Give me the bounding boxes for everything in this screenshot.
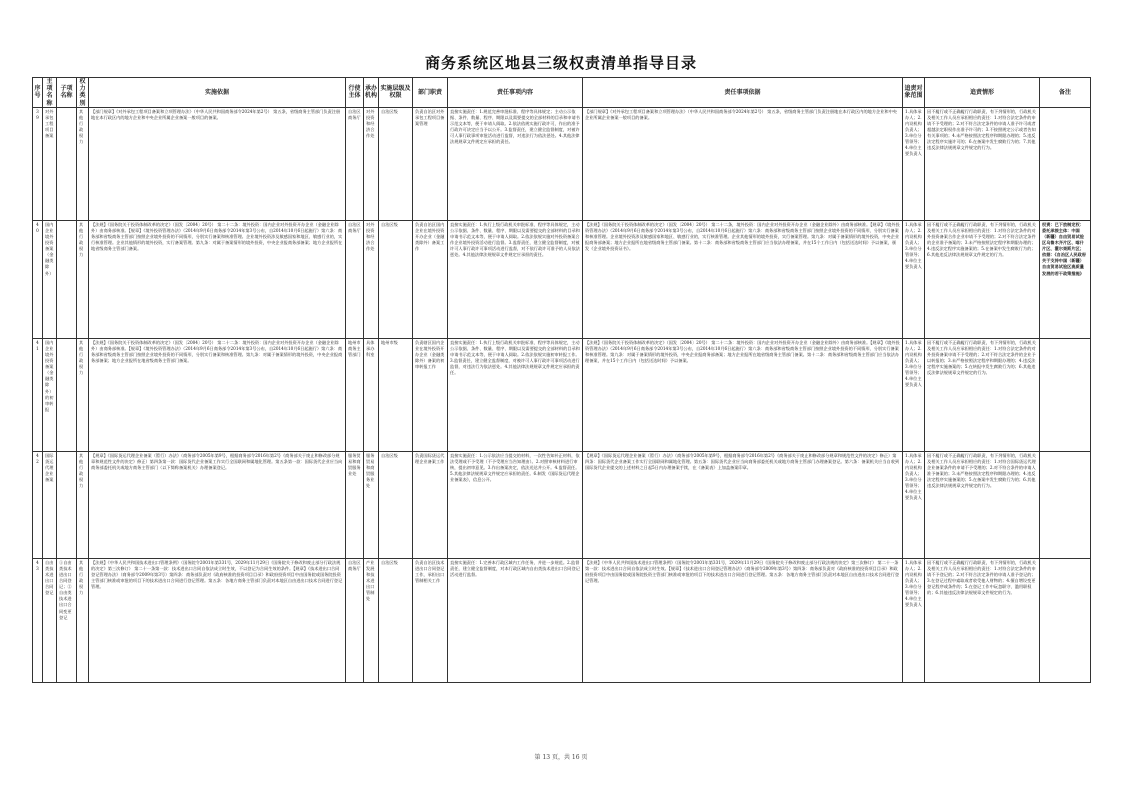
cell-target: 1.具体承办人；2.内设机构负责人；3.单位分管领导；4.单位主要负责人 (903, 338, 925, 451)
cell-basis: 【法规】《中华人民共和国技术进出口管理条例》（国务院令2001年第331号，2029年11月29日《国务院关于修改和废止部分行政法规的决定》第三次修订） 第二十一条第一款：技术进出口合同自依法成立时生效，不以登记为合同生效的条件。【规章】《技术进出口合同登记管理办法》（商务部令2009年第3号）第四条：商务部负责对《政府核准的投资项目目录》和政府投资项目中由国务院或国务院投资主管部门核准或审批的项目下的技术进出口合同进行登记管理。第五条：各地方商务主管部门负责对本地区自由进出口技术合同进行登记管理。 (89, 558, 346, 682)
cell-basis: 【法规】《国务院关于投资体制改革的决定》（国发〔2004〕20号） 第二十二条：境外投资：国内企业对外投资开办企业（金融企业除外）由商务部核准。【规章】《境外投资管理办法》（2014年9月6日商务部令2014年第3号公布，自2014年10月6日起施行）第六条：商务部和省级商务主管部门按照企业境外投资的不同情形，分别实行备案和核准管理。企业境外投资涉及敏感国家和地区、敏感行业的，实行核准管理。企业其他情形的境外投资，实行备案管理。第九条：对属于备案情形的境外投资，中央企业报商务部备案；地方企业报所在地省级商务主管部门备案。 (89, 220, 346, 338)
header-basis: 实施依据 (89, 78, 346, 108)
cell-basis: 【规章】《国际货运代理企业备案（暂行）办法》（商务部令2005年第9号，根据商务部令2016年第2号《商务部关于废止和修改部分规章和规范性文件的决定》修正）第四条第一款：国际货代企业备案工作实行全国联网和属地化管理。第五条第一款：国际货代企业应当向商务部委托机关或地方商务主管部门（以下简称备案机关）办理备案登记。 (89, 451, 346, 558)
document-title: 商务系统区地县三级权责清单指导目录 (424, 54, 697, 72)
cell-duty: 负责自治区国内企业在境外投资开办企业（金融类除外）备案工作 (413, 220, 448, 338)
cell-target: 1.具体承办人；2.内设机构负责人；3.单位分管领导；4.单位主要负责人 (903, 220, 925, 338)
cell-main-item: 自由类技术进出口合同登记 (43, 558, 57, 682)
cell-category: 其他行政权力 (77, 220, 89, 338)
cell-main-item: 国内企业境外投资备案（金融类除外）的初审转报 (43, 338, 57, 451)
cell-level: 自治区级 (379, 451, 413, 558)
cell-no: 41 (33, 338, 43, 451)
cell-subject: 自治区商务厅 (346, 558, 364, 682)
cell-sub-item: ①自由类技术进出口合同登记；②自由类技术进出口合同变更登记 (57, 558, 77, 682)
cell-cases: 因不履行或不正确履行行政职责，有下列情形的，行政机关及相关工作人员应承担相应的责任：1.对符合国际货运代理企业备案条件的申请不予受理的；2.对不符合条件的申请人准予备案的；3.未严格按照法定程序和期限办理的；4.违反法定程序实施备案的；5.在备案中发生腐败行为的；6.其他违反法律法规规章文件规定的行为。 (925, 451, 1040, 558)
cell-target: 1.具体承办人；2.内设机构负责人；3.单位分管领导；4.单位主要负责人 (903, 107, 925, 220)
cell-no: 43 (33, 558, 43, 682)
cell-target: 1.具体承办人；2.内设机构负责人；3.单位分管领导；4.单位主要负责人 (903, 451, 925, 558)
cell-resp: 直接实施责任：1.执行上级行政机关审批标准、程序等具体规定，主动公示依据、条件、数量、程序、期限以及需要提交的全部材料的目录和申请书示范文本等，便于申请人阅取。2.依法依规实施初审转报工作。3.监督责任，建立健全监督制度，对被许可人事行政许可事项活动进行监督，对违法行为依法惩处。4.其他法律法规规章文件规定应承担的责任。 (448, 338, 583, 451)
table-row (33, 107, 1091, 220)
cell-agency: 产业发展和技术进出口管制处 (364, 558, 379, 682)
cell-resp-basis: 【法规】《中华人民共和国技术进出口管理条例》（国务院令2001年第331号，2029年11月29日《国务院关于修改和废止部分行政法规的决定》第三次修订） 第二十一条第一款：技术进出口合同自依法成立时生效。【规章】《技术进出口合同登记管理办法》（商务部令2009年第3号）第四条：商务部负责对《政府核准的投资项目目录》和政府投资项目中由国务院或国务院投资主管部门核准或审批的项目下的技术进出口合同进行登记管理。第五条：各地方商务主管部门负责对本地区自由进出口技术合同进行登记管理。 (583, 558, 903, 682)
cell-target: 1.具体承办人；2.内设机构负责人；3.单位分管领导；4.单位主要负责人 (903, 558, 925, 682)
cell-main-item: 对外承包工程项目备案 (43, 107, 57, 220)
header-duty: 部门职责 (413, 78, 448, 108)
cell-resp: 直接实施责任：1.公示依法应当提交的材料，一次性告知补正材料，依法受理或不予受理（不予受理应当告知理由）。2.对照审核材料进行审核，提出初审意见。3.作出备案决定，依法送达并公开。4.监督责任。5.其他法律法规规章文件规定应承担的责任。6.制发《国际货运代理企业备案表》，信息公开。 (448, 451, 583, 558)
cell-basis: 【部门规章】《对外承包工程项目备案和立项管理办法》（中华人民共和国商务部令2024年第2号） 第五条，省级商务主管部门负责注册地在本行政区内的地方企业和中央企业所属企业备案一般项目的备案。 (89, 107, 346, 220)
header-target: 追责对象范围 (903, 78, 925, 108)
page-number: 第 13 页，共 16 页 (534, 754, 588, 761)
cell-resp-basis: 【部门规章】《对外承包工程项目备案和立项管理办法》（中华人民共和国商务部令2024年第2号） 第五条，省级商务主管部门负责注册地在本行政区内的地方企业和中央企业所属企业备案一般项目的备案。 (583, 107, 903, 220)
cell-resp: 直接实施责任：1.规范完善审批标准、程序等具体规定；主动公示依据、条件、数量、程序、期限以及需要提交的全部材料的目录和申请书示范文本等，便于申请人阅取。2.依法依规实施行政许可，作出的准予行政许可决定应当予以公开。3.监督责任，建立健全监督制度，对被许可人事行政事项审批活动进行监督，对违法行为依法惩处。4.其他法律法规规章文件规定应承担的责任。 (448, 107, 583, 220)
table-row (33, 558, 1091, 682)
cell-level: 自治区级 (379, 558, 413, 682)
cell-sub-item (57, 338, 77, 451)
table-row (33, 451, 1091, 558)
cell-main-item: 国内企业境外投资备案（金融类除外） (43, 220, 57, 338)
cell-resp-basis: 【法规】《国务院关于投资体制改革的决定》（国发〔2004〕20号） 第二十二条，境外投资：国内企业对外投资开办企业（金融企业除外）由商务部核准。【规章】《境外投资管理办法》（2014年9月6日商务部令2014年第3号公布，自2014年10月6日起施行）第六条：商务部和省级商务主管部门按照企业境外投资的不同情形，分别实行备案和核准管理。企业境外投资涉及敏感国家和地区、敏感行业的，实行核准管理。企业其他情形的境外投资，实行备案管理。第九条：对属于备案情形的境外投资，中央企业报商务部备案；地方企业报所在地省级商务主管部门备案。第十二条：商务部和省级商务主管部门应当依法办理备案，并在15个工作日内（包括送达时间）予以备案，颁发《企业境外投资证书》。 (583, 220, 903, 338)
cell-subject: 自治区商务厅 (346, 220, 364, 338)
cell-sub-item (57, 451, 77, 558)
cell-no: 40 (33, 220, 43, 338)
header-main-item: 主项名称 (43, 78, 57, 108)
cell-resp-basis: 【规章】《国际货运代理企业备案（暂行）办法》（商务部令2005年第9号，根据商务部令2016年第2号《商务部关于废止和修改部分规章和规范性文件的决定》修正）第四条：国际货代企业备案工作实行全国联网和属地化管理。第五条：国际货代企业应当向商务部委托机关或地方商务主管部门办理备案登记。第六条：备案机关应当自收到国际货代企业提交的上述材料之日起5日内办理备案手续，在《备案表》上加盖备案印章。 (583, 451, 903, 558)
header-agency: 承办机构 (364, 78, 379, 108)
header-level: 实施层级及权限 (379, 78, 413, 108)
header-cases: 追责情形 (925, 78, 1040, 108)
cell-agency: 对外投资和经济合作处 (364, 220, 379, 338)
cell-resp: 直接实施责任：1.执行上级行政机关审批标准、程序等具体规定，主动公示依据、条件、数量、程序、期限以及需要提交的全部材料的目录和申请书示范文本等，便于申请人阅取。2.依法依规实施对外投资备案合作企业境外投资活动进行监督。3.监督责任，建立健全监督制度，对被许可人事行政许可事项活动进行监督，对不依行政许可准予的人员依法惩处。4.其他法律法规规章文件规定应承担的责任。 (448, 220, 583, 338)
cell-note (1040, 451, 1091, 558)
cell-duty: 负责辖区国内企业在境外投资开办企业（金融类除外）备案的初审转报工作 (413, 338, 448, 451)
catalog-table (32, 77, 1091, 683)
header-resp-basis: 责任事项依据 (583, 78, 903, 108)
cell-level: 自治区级 (379, 107, 413, 220)
cell-main-item: 国际货运代理企业备案 (43, 451, 57, 558)
cell-subject: 地州市商务主管部门 (346, 338, 364, 451)
cell-resp-basis: 【法规】《国务院关于投资体制改革的决定》（国发〔2004〕20号） 第二十二条：境外投资：国内企业对外投资开办企业（金融企业除外）由商务部核准。【规章】《境外投资管理办法》（2014年9月6日商务部令2014年第3号公布，自2014年10月6日起施行）第六条：商务部和省级商务主管部门按照企业境外投资的不同情形，分别实行备案和核准管理。第九条：对属于备案情形的境外投资，中央企业报商务部备案；地方企业报所在地省级商务主管部门备案。第十二条：商务部和省级商务主管部门应当依法办理备案，并在15个工作日内（包括送达时间）予以备案。 (583, 338, 903, 451)
cell-sub-item (57, 107, 77, 220)
header-subject: 行使主体 (346, 78, 364, 108)
cell-sub-item (57, 220, 77, 338)
cell-basis: 【法规】《国务院关于投资体制改革的决定》（国发〔2004〕20号） 第二十二条：境外投资：国内企业对外投资开办企业（金融企业除外）由商务部核准。【规章】《境外投资管理办法》（2014年9月6日商务部令2014年第3号公布，自2014年10月6日起施行）第六条：商务部和省级商务主管部门按照企业境外投资的不同情形，分别实行备案和核准管理。第九条：对属于备案情形的境外投资，中央企业报商务部备案；地方企业报所在地省级商务主管部门备案。 (89, 338, 346, 451)
header-resp: 责任事项内容 (448, 78, 583, 108)
cell-note (1040, 558, 1091, 682)
cell-duty: 负责自治区对外承包工程项目备案管理 (413, 107, 448, 220)
cell-agency: 服务贸易和商贸服务业处 (364, 451, 379, 558)
cell-agency: 对外投资和经济合作处 (364, 107, 379, 220)
cell-level: 地州市级 (379, 338, 413, 451)
header-no: 序号 (33, 78, 43, 108)
table-row (33, 220, 1091, 338)
cell-cases: 因不履行或不正确履行行政职责，有下列情形的，行政机关及相关工作人员应承担相应的责任：1.对符合法定条件的申请不予登记的；2.对不符合法定条件的申请人准予登记的；3.在登记过程中索取或者收受他人财物的；4.擅自增设变更登记程序或条件的；5.在登记工作中玩忽职守、滥用职权的；6.其他违反法律法规规章文件规定的行为。 (925, 558, 1040, 682)
cell-level: 自治区级 (379, 220, 413, 338)
cell-category: 其他行政权力 (77, 338, 89, 451)
cell-agency: 具体承办科室 (364, 338, 379, 451)
table-header-row (33, 78, 1091, 108)
cell-resp: 直接实施责任：1.完善本行政区域内工作任务，并进一步规范。2.监督责任，建立健全监督制度，对本行政区域内自由类技术进出口合同登记活动进行监督。 (448, 558, 583, 682)
cell-note (1040, 107, 1091, 220)
cell-cases: 因不履行或不正确履行行政职责，有下列情形的，行政机关及相关工作人员应承担相应的责任：1.对符合法定条件的申请不予受理的；2.对不符合法定条件的申请人准予许可或者超越法定职权作出准予许可的；3.不按照规定公示或者告知有关事项的；4.未严格按照法定程序和期限办理的；5.违反法定程序实施许可的；6.在备案中发生腐败行为的；7.其他违反法律法规规章文件规定的行为。 (925, 107, 1040, 220)
cell-duty: 负责自治区技术进出口合同登记工作，承担出口管制相关工作 (413, 558, 448, 682)
header-note: 备注 (1040, 78, 1091, 108)
cell-note (1040, 338, 1091, 451)
cell-no: 42 (33, 451, 43, 558)
cell-duty: 负责国际货运代理企业备案工作 (413, 451, 448, 558)
cell-cases: 因不履行或不正确履行行政职责，有下列情形的，行政机关及相关工作人员应承担相应的责任：1.对符合法定条件的对外投资备案申请不予受理的；2.对不符合法定条件的企业予以转报的；3.未严格按照法定程序和期限办理的；4.违反法定程序实施备案的；5.在转报中发生腐败行为的；6.其他违反法律法规规章文件规定的行为。 (925, 338, 1040, 451)
cell-category: 其他行政权力 (77, 451, 89, 558)
cell-no: 39 (33, 107, 43, 220)
cell-subject: 服务贸易和商贸服务业处 (346, 451, 364, 558)
cell-category: 其他行政权力 (77, 107, 89, 220)
header-category: 权力类别 (77, 78, 89, 108)
table-row (33, 338, 1091, 451)
header-sub-item: 子项名称 (57, 78, 77, 108)
cell-cases: 因不履行或不正确履行行政职责，有下列情形的，行政机关及相关工作人员应承担相应的责任：1.对符合法定条件的对外投资备案合作企业申请不予受理的；2.对不符合法定条件的企业准予备案的；3.未严格按照法定程序和期限办理的；4.违反法定程序实施备案的；5.在备案中发生腐败行为的；6.其他违反法律法规规章文件规定的行为。 (925, 220, 1040, 338)
cell-category: 其他行政权力 (77, 558, 89, 682)
cell-note: 权责：已下放制定权：委托承接主体：中国（新疆）自由贸易试验区乌鲁木齐片区、喀什片区、霍尔果斯片区；依据：《自治区人民政府关于支持中国（新疆）自由贸易试验区高质量发展的若干政策措施》 (1040, 220, 1091, 338)
cell-subject: 自治区商务厅 (346, 107, 364, 220)
